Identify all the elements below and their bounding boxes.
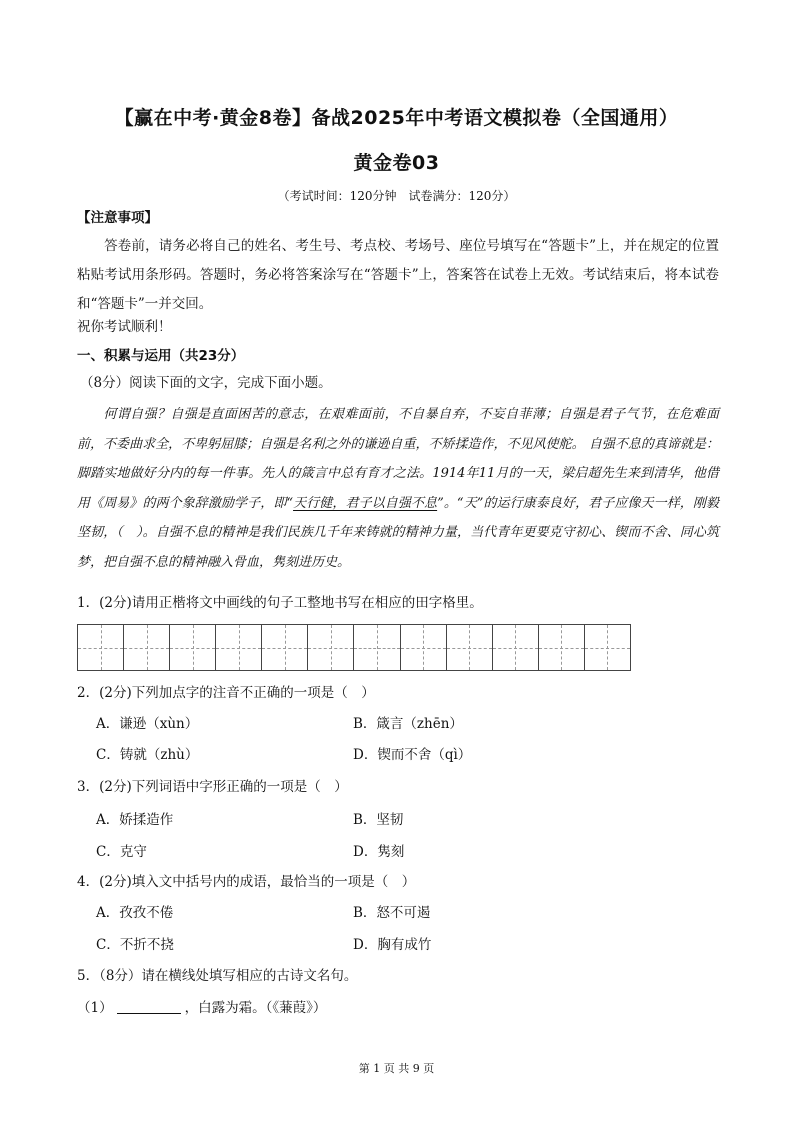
q3-option-b[interactable]: B．坚韧 — [353, 812, 404, 828]
grid-cell[interactable] — [170, 625, 216, 670]
writing-grid[interactable] — [77, 624, 631, 671]
q2-option-c[interactable]: C．铸就（zhù） — [96, 747, 199, 763]
q4-option-b[interactable]: B．怒不可遏 — [353, 905, 431, 921]
q4-option-c[interactable]: C．不折不挠 — [96, 937, 174, 953]
notice-heading: 【注意事项】 — [77, 210, 158, 226]
q5-item-1 — [77, 998, 326, 1018]
reading-passage — [77, 400, 719, 577]
q2-option-b[interactable]: B．箴言（zhēn） — [353, 716, 463, 732]
question-2: 2．(2分)下列加点字的注音不正确的一项是（ ） — [77, 685, 375, 701]
notice-line: 答卷前，请务必将自己的姓名、考生号、考点校、考场号、座位号填写在“答题卡”上，并在规定的位置粘贴考试用条形码。答题时，务必将答案涂写在“答题卡”上，答案答在试卷上无效。考试结束后，将本试卷和“答题卡”一并交回。 — [77, 238, 719, 312]
question-5: 5．（8分）请在横线处填写相应的古诗文名句。 — [77, 968, 358, 984]
answer-blank[interactable] — [117, 999, 181, 1014]
grid-cell[interactable] — [585, 625, 630, 670]
exam-info: （考试时间：120分钟 试卷满分：120分） — [277, 189, 516, 203]
grid-cell[interactable] — [354, 625, 400, 670]
grid-cell[interactable] — [447, 625, 493, 670]
question-3: 3．(2分)下列词语中字形正确的一项是（ ） — [77, 779, 348, 795]
q3-option-c[interactable]: C．克守 — [96, 844, 147, 860]
question-4: 4．(2分)填入文中括号内的成语，最恰当的一项是（ ） — [77, 874, 416, 890]
grid-cell[interactable] — [308, 625, 354, 670]
page-number: 第 1 页 共 9 页 — [358, 1062, 435, 1075]
grid-cell[interactable] — [493, 625, 539, 670]
q2-option-d[interactable]: D．锲而不舍（qì） — [353, 747, 472, 763]
q4-option-a[interactable]: A．孜孜不倦 — [96, 905, 174, 921]
q4-option-d[interactable]: D．胸有成竹 — [353, 937, 432, 953]
section-intro: （8分）阅读下面的文字，完成下面小题。 — [80, 375, 332, 391]
grid-cell[interactable] — [401, 625, 447, 670]
question-1: 1．(2分)请用正楷将文中画线的句子工整地书写在相应的田字格里。 — [77, 595, 483, 611]
grid-cell[interactable] — [216, 625, 262, 670]
passage-part-1: 何谓自强？自强是直面困苦的意志，在艰难面前，不自暴自弃，不妄自菲薄；自强是君子气节，在危难面前，不委曲求全，不卑躬屈膝；自强是名利之外的谦逊自重，不矫揉造作，不见风使舵。 自强不息的真谛就是：脚踏实地做好分内的每一件事。先人的箴言中总有育才之法。1914年11月的一天，梁启超先生来到清华，他借用《周易》的两个象辞激励学子，即“ — [77, 407, 719, 511]
notice-text — [77, 232, 719, 319]
q5-item-number: （1） — [77, 1000, 113, 1016]
underlined-sentence: 天行健，君子以自强不息 — [293, 495, 438, 511]
grid-cell[interactable] — [262, 625, 308, 670]
section-heading: 一、积累与运用（共23分） — [77, 348, 245, 364]
wish-text: 祝你考试顺利！ — [77, 319, 172, 335]
q5-item-text: ，白露为霜。（《蒹葭》） — [184, 1000, 327, 1016]
grid-cell[interactable] — [539, 625, 585, 670]
q2-option-a[interactable]: A．谦逊（xùn） — [96, 716, 199, 732]
paper-number: 黄金卷03 — [353, 152, 440, 174]
grid-cell[interactable] — [124, 625, 170, 670]
exam-title: 【赢在中考·黄金8卷】备战2025年中考语文模拟卷（全国通用） — [114, 107, 679, 129]
q3-option-d[interactable]: D．隽刻 — [353, 844, 405, 860]
passage-part-2: ”。“天”的运行康泰良好，君子应像天一样，刚毅坚韧，（ ）。自强不息的精神是我们民族几千年来铸就的精神力量，当代青年更要克守初心、锲而不舍、同心筑梦，把自强不息的精神融入骨血，隽刻进历史。 — [77, 495, 719, 570]
q3-option-a[interactable]: A．娇揉造作 — [96, 812, 174, 828]
grid-cell[interactable] — [78, 625, 124, 670]
